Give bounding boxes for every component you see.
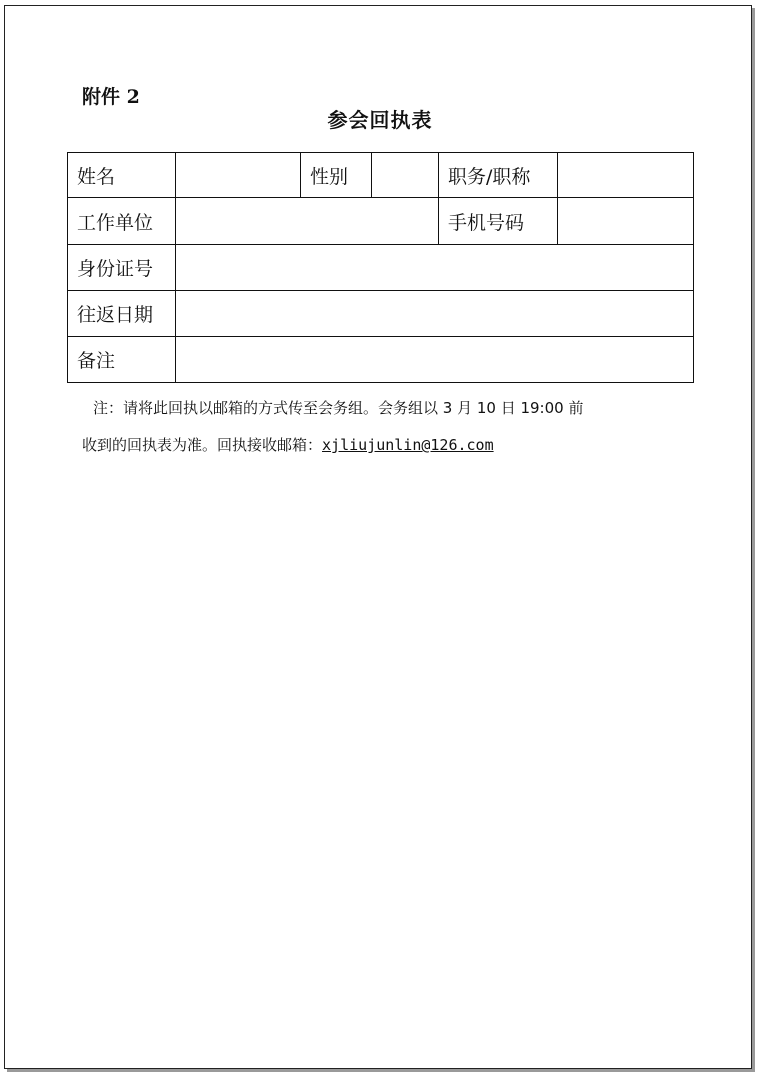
workplace-field[interactable] xyxy=(176,198,439,245)
phone-field[interactable] xyxy=(558,198,694,245)
id-label: 身份证号 xyxy=(68,245,176,291)
position-field[interactable] xyxy=(558,153,694,198)
receipt-form-table xyxy=(67,152,694,383)
gender-field[interactable] xyxy=(372,153,439,198)
note-line-2 xyxy=(82,434,494,455)
gender-label: 性别 xyxy=(301,153,372,198)
workplace-label: 工作单位 xyxy=(68,198,176,245)
position-label: 职务/职称 xyxy=(439,153,558,198)
id-field[interactable] xyxy=(176,245,694,291)
table-row xyxy=(68,198,694,245)
remarks-field[interactable] xyxy=(176,337,694,383)
table-row xyxy=(68,337,694,383)
phone-label: 手机号码 xyxy=(439,198,558,245)
remarks-label: 备注 xyxy=(68,337,176,383)
table-row xyxy=(68,153,694,198)
note-line-2-text: 收到的回执表为准。回执接收邮箱： xyxy=(82,436,323,454)
table-row xyxy=(68,291,694,337)
attachment-label: 附件 2 xyxy=(82,86,140,108)
form-title: 参会回执表 xyxy=(327,108,433,132)
table-row xyxy=(68,245,694,291)
travel-dates-label: 往返日期 xyxy=(68,291,176,337)
travel-dates-field[interactable] xyxy=(176,291,694,337)
email-link[interactable]: xjliujunlin@126.com xyxy=(322,436,494,454)
name-field[interactable] xyxy=(176,153,301,198)
name-label: 姓名 xyxy=(68,153,176,198)
note-line-1: 注：请将此回执以邮箱的方式传至会务组。会务组以 3 月 10 日 19:00 前 xyxy=(93,399,584,417)
